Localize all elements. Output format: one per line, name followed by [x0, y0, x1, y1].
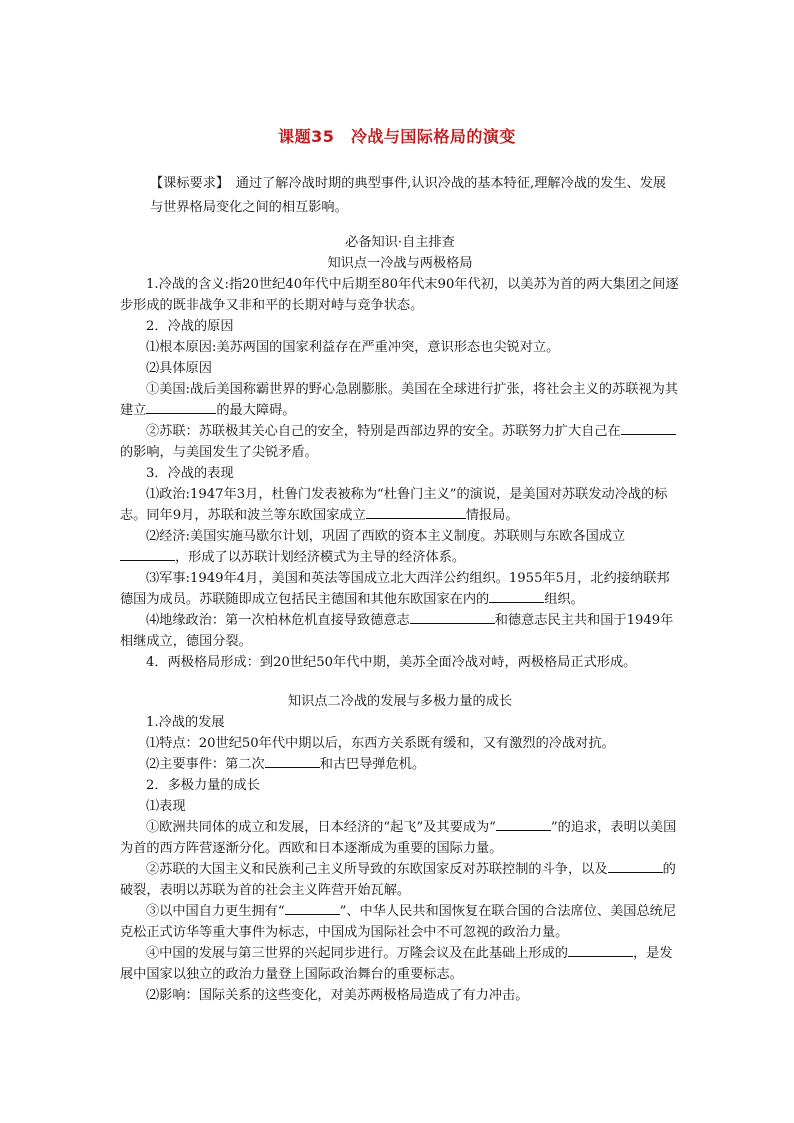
- paragraph: [120, 859, 680, 901]
- curriculum-requirement: [150, 172, 670, 220]
- text: ”、中华人民共和国恢复在联合国的合法席位、美国总统尼克松正式访华等重大事件为标志，中国成为国际社会中不可忽视的政治力量。: [120, 904, 677, 940]
- fill-blank[interactable]: [568, 943, 633, 957]
- fill-blank[interactable]: [146, 400, 216, 414]
- paragraph: [120, 901, 680, 943]
- text: ⑶军事:1949年4月，美国和英法等国成立北大西洋公约组织。1955年5月，北约接纳联邦德国为成员。苏联随即成立包括民主德国和其他东欧国家在内的: [120, 571, 670, 607]
- paragraph: [120, 754, 680, 775]
- fill-blank[interactable]: [285, 901, 340, 915]
- text: 的破裂，表明以苏联为首的社会主义阵营开始瓦解。: [120, 862, 676, 898]
- paragraph: 1.冷战的含义:指20世纪40年代中后期至80年代末90年代初，以美苏为首的两大集团之间逐步形成的既非战争又非和平的长期对峙与竞争状态。: [120, 277, 679, 313]
- paragraph: [120, 421, 680, 463]
- content: [120, 232, 680, 1006]
- paragraph: [120, 379, 680, 421]
- paragraph: [120, 610, 680, 652]
- text: 的最大障碍。: [216, 403, 296, 418]
- paragraph: [120, 817, 680, 859]
- fill-blank[interactable]: [621, 421, 676, 435]
- text: 的影响，与美国发生了尖锐矛盾。: [120, 445, 318, 460]
- fill-blank[interactable]: [496, 817, 551, 831]
- paragraph: ⑴根本原因:美苏两国的国家利益存在严重冲突，意识形态也尖锐对立。: [146, 340, 560, 355]
- text: 和古巴导弹危机。: [319, 757, 426, 772]
- text: ④中国的发展与第三世界的兴起同步进行。万隆会议及在此基础上形成的: [146, 946, 568, 961]
- fill-blank[interactable]: [489, 589, 544, 603]
- fill-blank[interactable]: [410, 610, 495, 624]
- text: 组织。: [544, 592, 584, 607]
- fill-blank[interactable]: [366, 505, 466, 519]
- paragraph: ⑵影响：国际关系的这些变化，对美苏两极格局造成了有力冲击。: [146, 988, 529, 1003]
- text: ⑵主要事件：第二次: [146, 757, 265, 772]
- text: ⑴政治:1947年3月，杜鲁门发表被称为“杜鲁门主义”的演说，是美国对苏联发动冷战的标志。同年9月，苏联和波兰等东欧国家成立: [120, 487, 668, 523]
- fill-blank[interactable]: [120, 547, 175, 561]
- text: ，是发展中国家以独立的政治力量登上国际政治舞台的重要标志。: [120, 946, 673, 982]
- kp2-heading: 知识点二冷战的发展与多极力量的成长: [287, 694, 513, 709]
- paragraph: [120, 943, 680, 985]
- paragraph: 3．冷战的表现: [146, 466, 234, 481]
- text: 和德意志民主共和国于1949年相继成立，德国分裂。: [120, 613, 674, 649]
- paragraph: [120, 526, 680, 568]
- page-title: 课题35 冷战与国际格局的演变: [278, 127, 516, 146]
- paragraph: [120, 484, 680, 526]
- text: ⑵经济:美国实施马歇尔计划，巩固了西欧的资本主义制度。苏联则与东欧各国成立: [146, 529, 626, 544]
- paragraph: 1.冷战的发展: [146, 715, 225, 730]
- text: ③以中国自力更生拥有“: [146, 904, 285, 919]
- text: ②苏联：苏联极其关心自己的安全，特别是西部边界的安全。苏联努力扩大自己在: [146, 424, 621, 439]
- paragraph: ⑵具体原因: [146, 361, 212, 376]
- fill-blank[interactable]: [608, 859, 663, 873]
- text: ②苏联的大国主义和民族利己主义所导致的东欧国家反对苏联控制的斗争，以及: [146, 862, 608, 877]
- paragraph: 2．多极力量的成长: [146, 778, 260, 793]
- section-heading: 必备知识·自主排查: [345, 235, 455, 250]
- fill-blank[interactable]: [265, 754, 320, 768]
- paragraph: 2．冷战的原因: [146, 319, 234, 334]
- text: ①欧洲共同体的成立和发展，日本经济的“起飞”及其要成为“: [146, 820, 496, 835]
- requirement-text: 通过了解冷战时期的典型事件,认识冷战的基本特征,理解冷战的发生、发展与世界格局变化之间的相互影响。: [150, 176, 667, 215]
- kp1-heading: 知识点一冷战与两极格局: [327, 256, 473, 271]
- text: ①美国:战后美国称霸世界的野心急剧膨胀。美国在全球进行扩张，将社会主义的苏联视为其建立: [120, 382, 678, 418]
- paragraph: ⑴表现: [146, 799, 186, 814]
- text: ，形成了以苏联计划经济模式为主导的经济体系。: [175, 550, 466, 565]
- paragraph: [120, 568, 680, 610]
- paragraph: 4．两极格局形成：到20世纪50年代中期，美苏全面冷战对峙，两极格局正式形成。: [146, 655, 637, 670]
- requirement-tag: 【课标要求】: [150, 176, 223, 191]
- text: 情报局。: [465, 508, 519, 523]
- text: ⑷地缘政治：第一次柏林危机直接导致德意志: [146, 613, 410, 628]
- text: ”的追求，表明以美国为首的西方阵营逐渐分化。西欧和日本逐渐成为重要的国际力量。: [120, 820, 677, 856]
- paragraph: ⑴特点：20世纪50年代中期以后，东西方关系既有缓和，又有激烈的冷战对抗。: [146, 736, 615, 751]
